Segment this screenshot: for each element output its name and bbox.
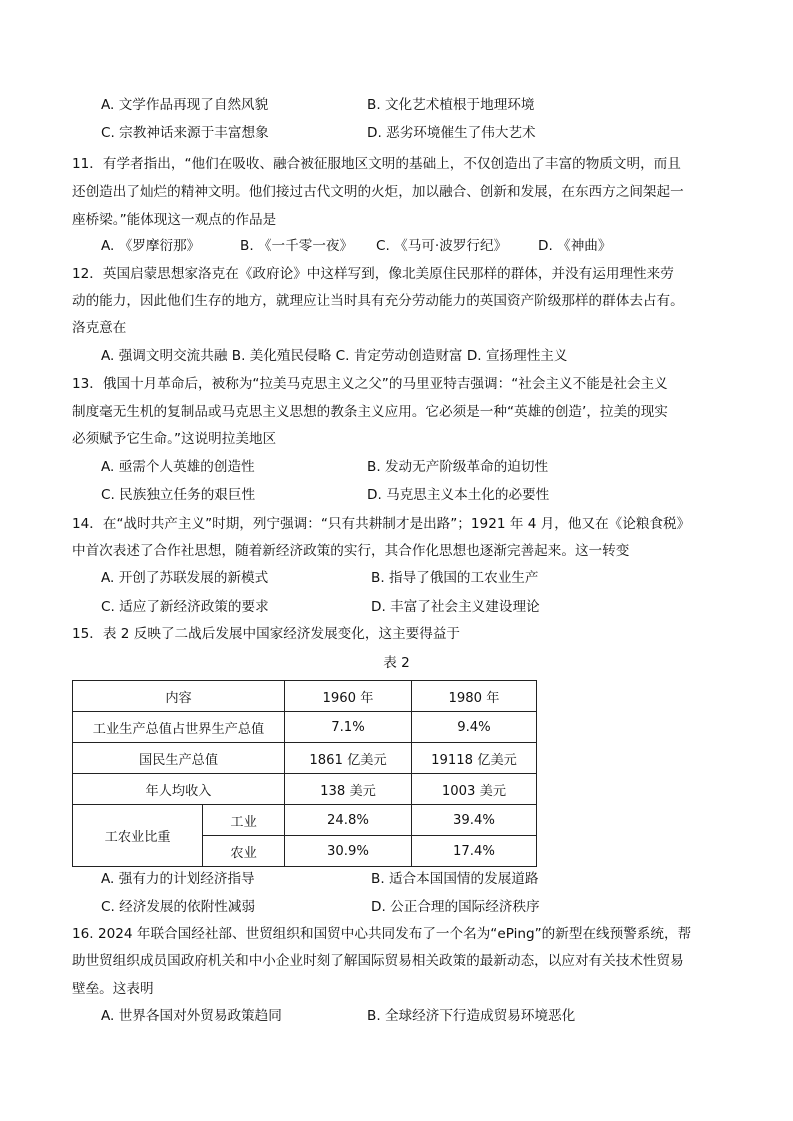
q10-option-d: D. 恶劣环境催生了伟大艺术 [367,125,536,141]
table-cell: 1003 美元 [411,774,536,805]
table-cell: 7.1% [285,712,412,743]
q11-option-b: B. 《一千零一夜》 [240,238,354,254]
q10-option-a: A. 文学作品再现了自然风貌 [101,97,269,113]
table-cell: 工业 [203,805,285,836]
table-cell: 30.9% [285,836,412,867]
q16-stem-line-1: 16. 2024 年联合国经社部、世贸组织和国贸中心共同发布了一个名为“ePing”的新型在线预警系统，帮 [72,926,692,942]
q12-options: A. 强调文明交流共融 B. 美化殖民侵略 C. 肯定劳动创造财富 D. 宣扬理性主义 [101,348,568,364]
table-cell: 农业 [203,836,285,867]
q11-stem-line-2: 还创造出了灿烂的精神文明。他们接过古代文明的火炬，加以融合、创新和发展，在东西方之间架起一 [72,184,684,200]
table-cell: 17.4% [411,836,536,867]
q16-stem-line-3: 壁垒。这表明 [72,981,154,997]
q13-option-d: D. 马克思主义本土化的必要性 [367,487,550,503]
q11-option-a: A. 《罗摩衍那》 [101,238,201,254]
q14-option-b: B. 指导了俄国的工农业生产 [371,570,539,586]
table-cell: 1861 亿美元 [285,743,412,774]
q13-stem-line-2: 制度毫无生机的复制品或马克思主义思想的教条主义应用。它必须是一种“英雄的创造’，拉美的现实 [72,404,668,420]
table-cell: 国民生产总值 [73,743,285,774]
q11-stem-line-3: 座桥梁。”能体现这一观点的作品是 [72,212,277,228]
q15-option-b: B. 适合本国国情的发展道路 [371,871,539,887]
table-cell: 年人均收入 [73,774,285,805]
q11-stem-line-1: 11．有学者指出，“他们在吸收、融合被征服地区文明的基础上，不仅创造出了丰富的物质文明，而且 [72,156,681,172]
q12-stem-line-1: 12．英国启蒙思想家洛克在《政府论》中这样写到，像北美原住民那样的群体，并没有运用理性来劳 [72,266,674,282]
q12-stem-line-2: 动的能力，因此他们生存的地方，就理应让当时具有充分劳动能力的英国资产阶级那样的群体去占有。 [72,293,684,309]
q10-option-b: B. 文化艺术植根于地理环境 [367,97,535,113]
q13-option-b: B. 发动无产阶级革命的迫切性 [367,459,549,475]
table-row [73,774,537,805]
q13-option-a: A. 亟需个人英雄的创造性 [101,459,255,475]
q16-option-a: A. 世界各国对外贸易政策趋同 [101,1008,282,1024]
q15-stem: 15．表 2 反映了二战后发展中国家经济发展变化，这主要得益于 [72,626,461,642]
q14-option-d: D. 丰富了社会主义建设理论 [371,599,540,615]
q13-stem-line-1: 13．俄国十月革命后，被称为“拉美马克思主义之父”的马里亚特吉强调：“社会主义不能是社会主义 [72,376,668,392]
q14-option-a: A. 开创了苏联发展的新模式 [101,570,269,586]
table-header-cell: 1960 年 [285,681,412,712]
economic-data-table [72,680,537,867]
table-caption: 表 2 [383,655,410,671]
q14-option-c: C. 适应了新经济政策的要求 [101,599,269,615]
q12-stem-line-3: 洛克意在 [72,320,127,336]
q11-option-c: C. 《马可·波罗行纪》 [376,238,508,254]
table-cell: 138 美元 [285,774,412,805]
table-group-cell: 工农业比重 [73,805,203,867]
q14-stem-line-1: 14．在“战时共产主义”时期，列宁强调：“只有共耕制才是出路”；1921 年 4 月，他又在《论粮食税》 [72,516,691,532]
table-header-row [73,681,537,712]
table-cell: 39.4% [411,805,536,836]
q13-stem-line-3: 必须赋予它生命。”这说明拉美地区 [72,431,277,447]
q15-option-c: C. 经济发展的依附性减弱 [101,899,256,915]
q16-option-b: B. 全球经济下行造成贸易环境恶化 [367,1008,576,1024]
q16-stem-line-2: 助世贸组织成员国政府机关和中小企业时刻了解国际贸易相关政策的最新动态，以应对有关技术性贸易 [72,953,684,969]
table-row [73,743,537,774]
q10-option-c: C. 宗教神话来源于丰富想象 [101,125,269,141]
table-header-cell: 1980 年 [411,681,536,712]
q14-stem-line-2: 中首次表述了合作社思想，随着新经济政策的实行，其合作化思想也逐渐完善起来。这一转变 [72,543,630,559]
q15-option-d: D. 公正合理的国际经济秩序 [371,899,540,915]
table-row [73,712,537,743]
table-row [73,805,537,836]
q15-option-a: A. 强有力的计划经济指导 [101,871,255,887]
table-cell: 24.8% [285,805,412,836]
q13-option-c: C. 民族独立任务的艰巨性 [101,487,256,503]
table-cell: 工业生产总值占世界生产总值 [73,712,285,743]
table-cell: 19118 亿美元 [411,743,536,774]
table-header-cell: 内容 [73,681,285,712]
table-cell: 9.4% [411,712,536,743]
q11-option-d: D. 《神曲》 [538,238,612,254]
